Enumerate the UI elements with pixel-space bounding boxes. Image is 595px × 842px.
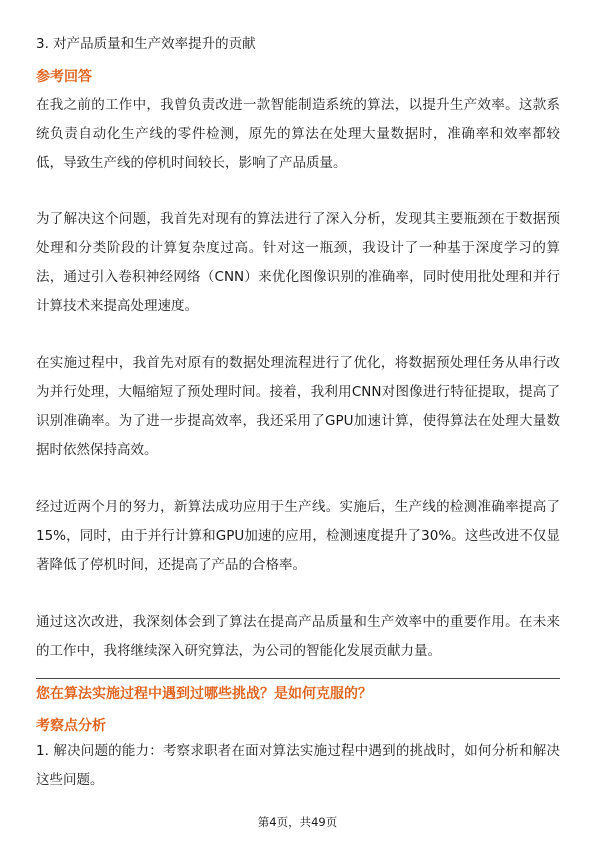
analysis-point: 1. 解决问题的能力：考察求职者在面对算法实施过程中遇到的挑战时，如何分析和解决这些问题。 bbox=[36, 743, 560, 788]
analysis-heading: 考察点分析 bbox=[36, 718, 106, 734]
interview-question: 您在算法实施过程中遇到过哪些挑战？是如何克服的？ bbox=[36, 686, 372, 702]
section-title: 3. 对产品质量和生产效率提升的贡献 bbox=[36, 36, 256, 52]
answer-paragraph: 经过近两个月的努力，新算法成功应用于生产线。实施后，生产线的检测准确率提高了15%，同时，由于并行计算和GPU加速的应用，检测速度提升了30%。这些改进不仅显著降低了停机时间，还提高了产品的合格率。 bbox=[36, 499, 560, 573]
answer-paragraph: 在实施过程中，我首先对原有的数据处理流程进行了优化，将数据预处理任务从串行改为并行处理，大幅缩短了预处理时间。接着，我利用CNN对图像进行特征提取，提高了识别准确率。为了进一步提高效率，我还采用了GPU加速计算，使得算法在处理大量数据时依然保持高效。 bbox=[36, 355, 560, 458]
section-divider bbox=[36, 678, 560, 679]
answer-paragraph: 在我之前的工作中，我曾负责改进一款智能制造系统的算法，以提升生产效率。这款系统负责自动化生产线的零件检测，原先的算法在处理大量数据时，准确率和效率都较低，导致生产线的停机时间较长，影响了产品质量。 bbox=[36, 97, 560, 171]
answer-paragraph: 为了解决这个问题，我首先对现有的算法进行了深入分析，发现其主要瓶颈在于数据预处理和分类阶段的计算复杂度过高。针对这一瓶颈，我设计了一种基于深度学习的算法，通过引入卷积神经网络（CNN）来优化图像识别的准确率，同时使用批处理和并行计算技术来提高处理速度。 bbox=[36, 211, 560, 314]
reference-answer-heading: 参考回答 bbox=[36, 69, 92, 85]
page-footer: 第4页，共49页 bbox=[257, 815, 338, 829]
answer-paragraph: 通过这次改进，我深刻体会到了算法在提高产品质量和生产效率中的重要作用。在未来的工作中，我将继续深入研究算法，为公司的智能化发展贡献力量。 bbox=[36, 614, 560, 659]
